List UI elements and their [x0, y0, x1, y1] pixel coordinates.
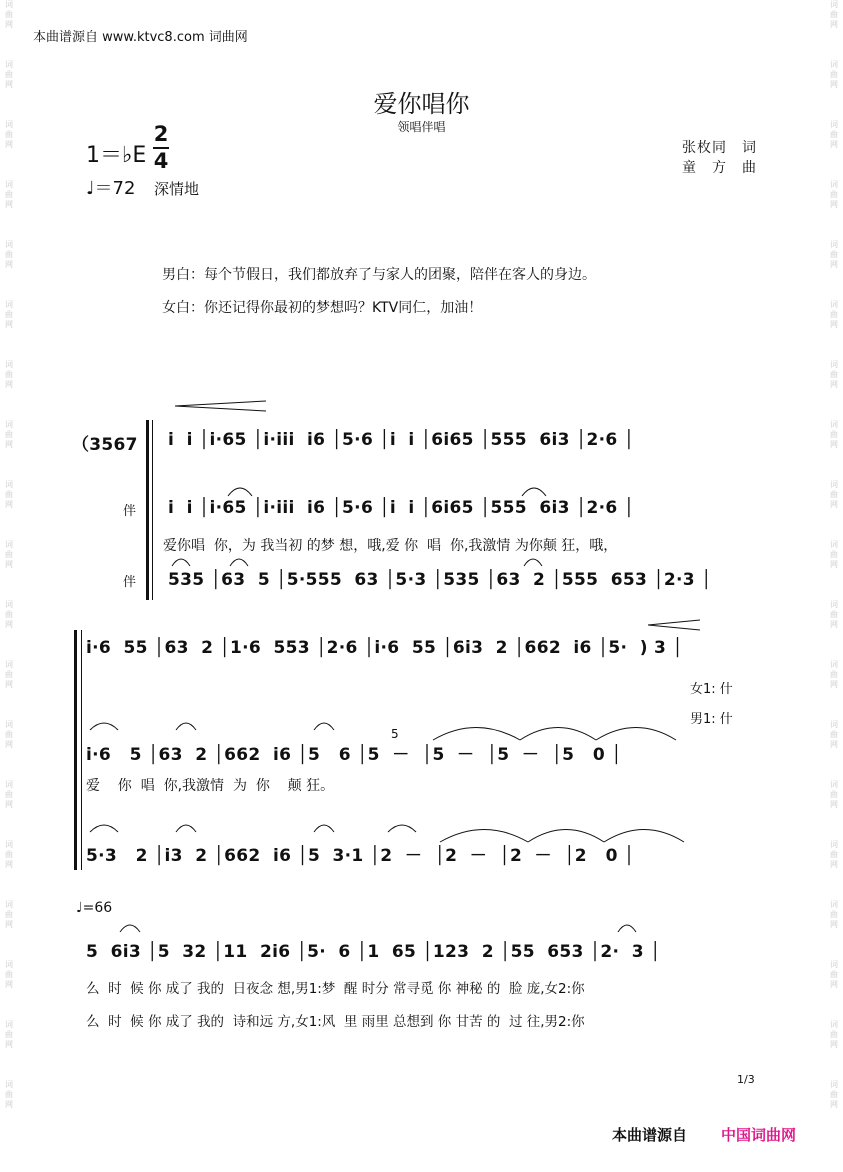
watermark-glyph: 词 — [5, 840, 13, 849]
watermark-glyph: 曲 — [5, 1090, 13, 1099]
watermark-glyph: 网 — [830, 320, 838, 329]
tie-mark — [120, 925, 140, 932]
watermark-glyph: 网 — [830, 380, 838, 389]
quarter-note-icon: ♩ — [76, 900, 83, 916]
watermark-glyph: 网 — [5, 680, 13, 689]
system-2-lead-staff: i·6 5 │63 2 │662 i6 │5 6 │5 － │5 － │5 － │5 0 │ — [86, 745, 622, 765]
watermark-glyph: 词 — [5, 600, 13, 609]
time-signature-top: 2 — [153, 122, 169, 146]
watermark-glyph: 曲 — [830, 670, 838, 679]
watermark-glyph: 词 — [5, 1020, 13, 1029]
accompaniment-label-1: 伴 — [123, 504, 137, 519]
tie-mark — [388, 825, 416, 832]
tie-mark — [433, 728, 520, 741]
watermark-glyph: 网 — [5, 560, 13, 569]
watermark-glyph: 曲 — [5, 310, 13, 319]
watermark-glyph: 曲 — [830, 1090, 838, 1099]
tie-mark — [176, 825, 196, 832]
watermark-glyph: 网 — [5, 860, 13, 869]
watermark-glyph: 曲 — [830, 550, 838, 559]
watermark-glyph: 曲 — [5, 670, 13, 679]
watermark-glyph: 词 — [830, 60, 838, 69]
tie-mark — [314, 825, 334, 832]
watermark-glyph: 曲 — [830, 850, 838, 859]
watermark-glyph: 网 — [830, 20, 838, 29]
footer-source-label: 本曲谱源自 — [612, 1126, 688, 1144]
tie-mark — [528, 830, 604, 843]
watermark-glyph: 曲 — [830, 10, 838, 19]
system-2-lyrics: 爱 你 唱 你,我激情 为 你 颠 狂。 — [86, 778, 335, 794]
tie-mark — [618, 925, 636, 932]
watermark-glyph: 网 — [830, 560, 838, 569]
watermark-glyph: 曲 — [830, 1030, 838, 1039]
watermark-glyph: 网 — [5, 20, 13, 29]
watermark-glyph: 曲 — [5, 190, 13, 199]
watermark-glyph: 网 — [5, 1100, 13, 1109]
watermark-glyph: 词 — [5, 900, 13, 909]
watermark-glyph: 曲 — [5, 790, 13, 799]
watermark-glyph: 词 — [830, 660, 838, 669]
watermark-glyph: 词 — [5, 660, 13, 669]
watermark-glyph: 词 — [830, 960, 838, 969]
watermark-glyph: 词 — [830, 420, 838, 429]
watermark-glyph: 词 — [5, 120, 13, 129]
watermark-glyph: 曲 — [830, 790, 838, 799]
watermark-glyph: 词 — [5, 360, 13, 369]
watermark-glyph: 曲 — [5, 70, 13, 79]
key-signature: 1＝♭E — [86, 143, 147, 168]
watermark-glyph: 曲 — [5, 610, 13, 619]
watermark-glyph: 曲 — [830, 490, 838, 499]
watermark-glyph: 曲 — [5, 130, 13, 139]
watermark-glyph: 曲 — [5, 250, 13, 259]
watermark-glyph: 曲 — [5, 370, 13, 379]
watermark-glyph: 网 — [5, 260, 13, 269]
tie-mark — [90, 723, 118, 730]
watermark-glyph: 网 — [5, 980, 13, 989]
tie-mark — [440, 830, 528, 843]
watermark-glyph: 词 — [830, 720, 838, 729]
watermark-glyph: 曲 — [830, 370, 838, 379]
source-note: 本曲谱源自 www.ktvc8.com 词曲网 — [33, 30, 248, 45]
watermark-glyph: 网 — [5, 920, 13, 929]
watermark-glyph: 曲 — [5, 490, 13, 499]
tie-mark — [228, 488, 252, 496]
male-narration: 男白：每个节假日，我们都放弃了与家人的团聚，陪伴在客人的身边。 — [162, 267, 596, 283]
watermark-glyph: 词 — [5, 1080, 13, 1089]
system-1-lead-staff: i i │i·65 │i·iii i6 │5·6 │i i │6i65 │555 6i3 │2·6 │ — [168, 498, 635, 518]
tie-mark — [314, 723, 334, 730]
female-narration: 女白：你还记得你最初的梦想吗？KTV同仁，加油！ — [162, 300, 483, 316]
watermark-glyph: 词 — [5, 180, 13, 189]
watermark-glyph: 词 — [830, 360, 838, 369]
watermark-glyph: 网 — [5, 200, 13, 209]
watermark-glyph: 网 — [830, 260, 838, 269]
watermark-glyph: 词 — [5, 300, 13, 309]
tie-mark — [596, 728, 676, 741]
watermark-glyph: 曲 — [5, 730, 13, 739]
watermark-glyph: 词 — [830, 1020, 838, 1029]
tie-mark — [520, 728, 596, 741]
watermark-glyph: 曲 — [830, 70, 838, 79]
watermark-glyph: 曲 — [830, 610, 838, 619]
page-number: 1/3 — [737, 1073, 755, 1086]
watermark-glyph: 网 — [5, 500, 13, 509]
voice-label-female-1: 女1: 什 — [690, 682, 733, 697]
tie-mark — [230, 559, 248, 566]
tie-mark — [176, 723, 196, 730]
watermark-glyph: 词 — [830, 900, 838, 909]
watermark-glyph: 词 — [830, 780, 838, 789]
watermark-glyph: 网 — [830, 440, 838, 449]
watermark-glyph: 词 — [5, 960, 13, 969]
composer-credit: 童 方 曲 — [682, 160, 757, 176]
watermark-glyph: 网 — [830, 1040, 838, 1049]
watermark-glyph: 词 — [830, 180, 838, 189]
watermark-glyph: 词 — [5, 540, 13, 549]
watermark-glyph: 词 — [5, 420, 13, 429]
song-subtitle: 领唱伴唱 — [397, 120, 446, 134]
watermark-glyph: 网 — [5, 380, 13, 389]
watermark-glyph: 词 — [830, 0, 838, 9]
watermark-glyph: 网 — [830, 80, 838, 89]
watermark-glyph: 词 — [5, 0, 13, 9]
watermark-glyph: 网 — [5, 440, 13, 449]
voice-label-male-1: 男1: 什 — [690, 712, 733, 727]
watermark-glyph: 曲 — [5, 430, 13, 439]
watermark-glyph: 曲 — [5, 910, 13, 919]
watermark-glyph: 网 — [5, 1040, 13, 1049]
watermark-glyph: 词 — [830, 120, 838, 129]
watermark-glyph: 网 — [5, 740, 13, 749]
watermark-glyph: 词 — [830, 480, 838, 489]
watermark-glyph: 网 — [830, 200, 838, 209]
watermark-glyph: 网 — [830, 800, 838, 809]
watermark-glyph: 曲 — [5, 1030, 13, 1039]
watermark-glyph: 网 — [5, 80, 13, 89]
watermark-glyph: 曲 — [830, 430, 838, 439]
watermark-glyph: 词 — [830, 240, 838, 249]
watermark-glyph: 词 — [5, 240, 13, 249]
watermark-glyph: 词 — [5, 480, 13, 489]
system-3-lyrics-verse-2: 么 时 候 你 成了 我的 诗和远 方,女1:风 里 雨里 总想到 你 甘苦 的 过 往,男2:你 — [86, 1014, 585, 1030]
watermark-glyph: 网 — [830, 680, 838, 689]
watermark-glyph: 曲 — [5, 850, 13, 859]
watermark-glyph: 词 — [830, 1080, 838, 1089]
system-3-staff: 5 6i3 │5 32 │11 2i6 │5· 6 │1 65 │123 2 │55 653 │2· 3 │ — [86, 942, 661, 962]
footer-site-link[interactable]: 中国词曲网 — [721, 1126, 797, 1144]
intro-notes: （3567 — [72, 435, 138, 455]
system-1-low-staff: 535 │63 5 │5·555 63 │5·3 │535 │63 2 │555 653 │2·3 │ — [168, 570, 712, 590]
watermark-glyph: 曲 — [5, 970, 13, 979]
watermark-glyph: 网 — [5, 620, 13, 629]
watermark-glyph: 曲 — [5, 10, 13, 19]
time-signature-bottom: 4 — [153, 149, 169, 173]
watermark-glyph: 网 — [830, 500, 838, 509]
tie-mark — [524, 559, 542, 566]
watermark-glyph: 网 — [830, 1100, 838, 1109]
watermark-glyph: 网 — [830, 860, 838, 869]
accompaniment-label-2: 伴 — [123, 575, 137, 590]
watermark-glyph: 网 — [5, 320, 13, 329]
watermark-glyph: 曲 — [830, 250, 838, 259]
system-2-low-staff: 5·3 2 │i3 2 │662 i6 │5 3·1 │2 － │2 － │2 － │2 0 │ — [86, 846, 635, 866]
watermark-glyph: 词 — [830, 600, 838, 609]
watermark-glyph: 网 — [830, 980, 838, 989]
tempo-value: ＝72 — [94, 178, 136, 199]
watermark-glyph: 曲 — [830, 130, 838, 139]
watermark-glyph: 词 — [5, 780, 13, 789]
watermark-glyph: 曲 — [830, 190, 838, 199]
watermark-glyph: 网 — [830, 620, 838, 629]
watermark-glyph: 词 — [830, 840, 838, 849]
watermark-glyph: 词 — [830, 300, 838, 309]
system-3-lyrics-verse-1: 么 时 候 你 成了 我的 日夜念 想,男1:梦 醒 时分 常寻觅 你 神秘 的 脸 庞,女2:你 — [86, 981, 585, 997]
watermark-glyph: 网 — [830, 740, 838, 749]
watermark-glyph: 词 — [830, 540, 838, 549]
watermark-glyph: 词 — [5, 60, 13, 69]
system-2-top-staff: i·6 55 │63 2 │1·6 553 │2·6 │i·6 55 │6i3 2 │662 i6 │5· ) 3 │ — [86, 638, 683, 658]
watermark-glyph: 曲 — [830, 310, 838, 319]
crescendo-hairpin — [648, 620, 700, 630]
watermark-glyph: 曲 — [830, 970, 838, 979]
tie-mark — [172, 559, 190, 566]
tie-mark — [90, 825, 118, 832]
crescendo-hairpin — [175, 401, 266, 411]
system-1-top-staff: i i │i·65 │i·iii i6 │5·6 │i i │6i65 │555 6i3 │2·6 │ — [168, 430, 635, 450]
watermark-glyph: 网 — [830, 140, 838, 149]
grace-note: 5 — [391, 727, 399, 741]
quarter-note-icon: ♩ — [86, 178, 95, 199]
watermark-glyph: 网 — [5, 800, 13, 809]
watermark-glyph: 曲 — [830, 910, 838, 919]
watermark-glyph: 网 — [830, 920, 838, 929]
tie-mark — [522, 488, 546, 496]
watermark-glyph: 网 — [5, 140, 13, 149]
watermark-glyph: 曲 — [5, 550, 13, 559]
watermark-glyph: 词 — [5, 720, 13, 729]
watermark-glyph: 曲 — [830, 730, 838, 739]
tie-mark — [604, 830, 684, 843]
tempo-change-value: =66 — [82, 900, 113, 916]
song-title: 爱你唱你 — [373, 90, 470, 118]
system-1-lyrics: 爱你唱 你，为 我当初 的梦 想，哦,爱 你 唱 你,我激情 为你颠 狂，哦， — [163, 538, 618, 554]
lyricist-credit: 张枚同 词 — [682, 140, 757, 156]
expression-mark: 深情地 — [154, 180, 200, 198]
